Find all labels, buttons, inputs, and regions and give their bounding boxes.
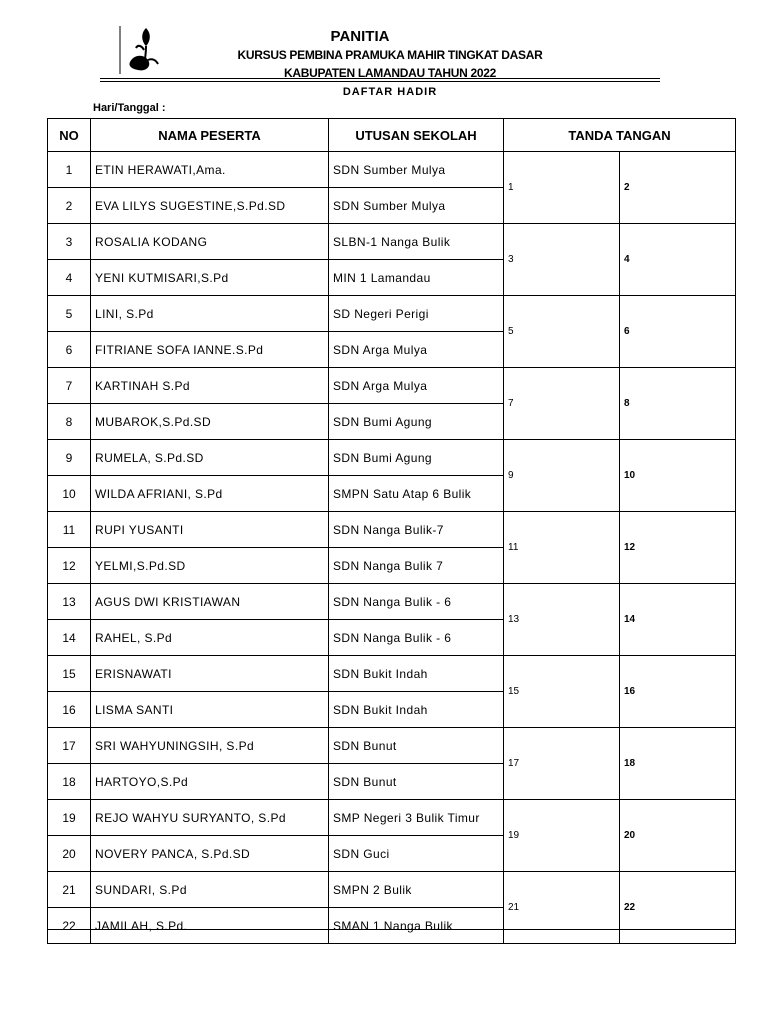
- participant-name: YELMI,S.Pd.SD: [91, 548, 329, 584]
- table-row: [48, 728, 736, 764]
- row-number: 19: [48, 800, 91, 836]
- participant-name: EVA LILYS SUGESTINE,S.Pd.SD: [91, 188, 329, 224]
- signature-cell-left: 9: [504, 440, 620, 512]
- row-number: 14: [48, 620, 91, 656]
- table-row: [48, 800, 736, 836]
- page-title: PANITIA: [330, 28, 390, 45]
- school-name: SDN Arga Mulya: [329, 332, 504, 368]
- table-row: [48, 656, 736, 692]
- participant-name: JAMILAH, S.Pd.: [91, 908, 329, 944]
- school-name: SD Negeri Perigi: [329, 296, 504, 332]
- signature-cell-left: 19: [504, 800, 620, 872]
- signature-cell-right: 12: [620, 512, 736, 584]
- participant-name: LISMA SANTI: [91, 692, 329, 728]
- table-row: [48, 224, 736, 260]
- row-number: 5: [48, 296, 91, 332]
- row-number: 20: [48, 836, 91, 872]
- row-number: 15: [48, 656, 91, 692]
- signature-cell-right: 8: [620, 368, 736, 440]
- participant-name: ERISNAWATI: [91, 656, 329, 692]
- participant-name: YENI KUTMISARI,S.Pd: [91, 260, 329, 296]
- row-number: 16: [48, 692, 91, 728]
- participant-name: HARTOYO,S.Pd: [91, 764, 329, 800]
- table-row: [48, 296, 736, 332]
- signature-cell-right: 14: [620, 584, 736, 656]
- row-number: 4: [48, 260, 91, 296]
- participant-name: MUBAROK,S.Pd.SD: [91, 404, 329, 440]
- course-name: KURSUS PEMBINA PRAMUKA MAHIR TINGKAT DASAR: [237, 48, 543, 62]
- table-row: [48, 872, 736, 908]
- school-name: SDN Nanga Bulik 7: [329, 548, 504, 584]
- row-number: 7: [48, 368, 91, 404]
- school-name: SDN Bumi Agung: [329, 404, 504, 440]
- signature-cell-right: 18: [620, 728, 736, 800]
- row-number: 17: [48, 728, 91, 764]
- signature-cell-left: 1: [504, 152, 620, 224]
- row-number: 2: [48, 188, 91, 224]
- row-number: 13: [48, 584, 91, 620]
- participant-name: AGUS DWI KRISTIAWAN: [91, 584, 329, 620]
- header-divider: [100, 81, 660, 82]
- participant-name: ROSALIA KODANG: [91, 224, 329, 260]
- participant-name: ETIN HERAWATI,Ama.: [91, 152, 329, 188]
- participant-name: RAHEL, S.Pd: [91, 620, 329, 656]
- participant-name: KARTINAH S.Pd: [91, 368, 329, 404]
- table-row: [48, 584, 736, 620]
- participant-name: WILDA AFRIANI, S.Pd: [91, 476, 329, 512]
- school-name: SDN Guci: [329, 836, 504, 872]
- table-row: [48, 440, 736, 476]
- school-name: SDN Arga Mulya: [329, 368, 504, 404]
- header-divider: [100, 78, 660, 79]
- participant-name: LINI, S.Pd: [91, 296, 329, 332]
- signature-cell-left: 5: [504, 296, 620, 368]
- school-name: SDN Nanga Bulik - 6: [329, 620, 504, 656]
- attendance-table: [47, 118, 736, 944]
- row-number: 1: [48, 152, 91, 188]
- signature-cell-right: 4: [620, 224, 736, 296]
- signature-cell-right: 10: [620, 440, 736, 512]
- school-name: SDN Sumber Mulya: [329, 188, 504, 224]
- signature-cell-left: 21: [504, 872, 620, 944]
- participant-name: SRI WAHYUNINGSIH, S.Pd: [91, 728, 329, 764]
- signature-cell-right: 22: [620, 872, 736, 944]
- participant-name: FITRIANE SOFA IANNE.S.Pd: [91, 332, 329, 368]
- row-number: 18: [48, 764, 91, 800]
- school-name: SMAN 1 Nanga Bulik: [329, 908, 504, 944]
- region-year: KABUPATEN LAMANDAU TAHUN 2022: [284, 66, 496, 80]
- school-name: SDN Bukit Indah: [329, 656, 504, 692]
- participant-name: REJO WAHYU SURYANTO, S.Pd: [91, 800, 329, 836]
- school-name: SDN Bunut: [329, 764, 504, 800]
- school-name: SMPN 2 Bulik: [329, 872, 504, 908]
- school-name: SDN Bunut: [329, 728, 504, 764]
- header-signature: TANDA TANGAN: [504, 119, 736, 152]
- school-name: SMP Negeri 3 Bulik Timur: [329, 800, 504, 836]
- header-no: NO: [48, 119, 91, 152]
- table-row: [48, 512, 736, 548]
- table-header-row: [48, 119, 736, 152]
- row-number: 8: [48, 404, 91, 440]
- row-number: 21: [48, 872, 91, 908]
- school-name: SLBN-1 Nanga Bulik: [329, 224, 504, 260]
- signature-cell-right: 16: [620, 656, 736, 728]
- signature-cell-left: 3: [504, 224, 620, 296]
- signature-cell-left: 17: [504, 728, 620, 800]
- row-number: 11: [48, 512, 91, 548]
- signature-cell-left: 7: [504, 368, 620, 440]
- table-row: [48, 368, 736, 404]
- school-name: SDN Nanga Bulik - 6: [329, 584, 504, 620]
- signature-cell-right: 20: [620, 800, 736, 872]
- school-name: SDN Sumber Mulya: [329, 152, 504, 188]
- participant-name: RUMELA, S.Pd.SD: [91, 440, 329, 476]
- participant-name: NOVERY PANCA, S.Pd.SD: [91, 836, 329, 872]
- signature-cell-left: 15: [504, 656, 620, 728]
- participant-name: RUPI YUSANTI: [91, 512, 329, 548]
- school-name: SDN Bukit Indah: [329, 692, 504, 728]
- table-row: [48, 152, 736, 188]
- school-name: SDN Bumi Agung: [329, 440, 504, 476]
- signature-cell-left: 13: [504, 584, 620, 656]
- row-number: 6: [48, 332, 91, 368]
- signature-cell-right: 6: [620, 296, 736, 368]
- row-number: 9: [48, 440, 91, 476]
- document-title: DAFTAR HADIR: [342, 86, 438, 98]
- row-number: 22: [48, 908, 91, 944]
- signature-cell-right: 2: [620, 152, 736, 224]
- school-name: SMPN Satu Atap 6 Bulik: [329, 476, 504, 512]
- school-name: SDN Nanga Bulik-7: [329, 512, 504, 548]
- row-number: 12: [48, 548, 91, 584]
- pramuka-logo-icon: [118, 24, 162, 76]
- participant-name: SUNDARI, S.Pd: [91, 872, 329, 908]
- school-name: MIN 1 Lamandau: [329, 260, 504, 296]
- row-number: 3: [48, 224, 91, 260]
- date-label: Hari/Tanggal :: [93, 102, 166, 114]
- row-number: 10: [48, 476, 91, 512]
- header-name: NAMA PESERTA: [91, 119, 329, 152]
- signature-cell-left: 11: [504, 512, 620, 584]
- header-school: UTUSAN SEKOLAH: [329, 119, 504, 152]
